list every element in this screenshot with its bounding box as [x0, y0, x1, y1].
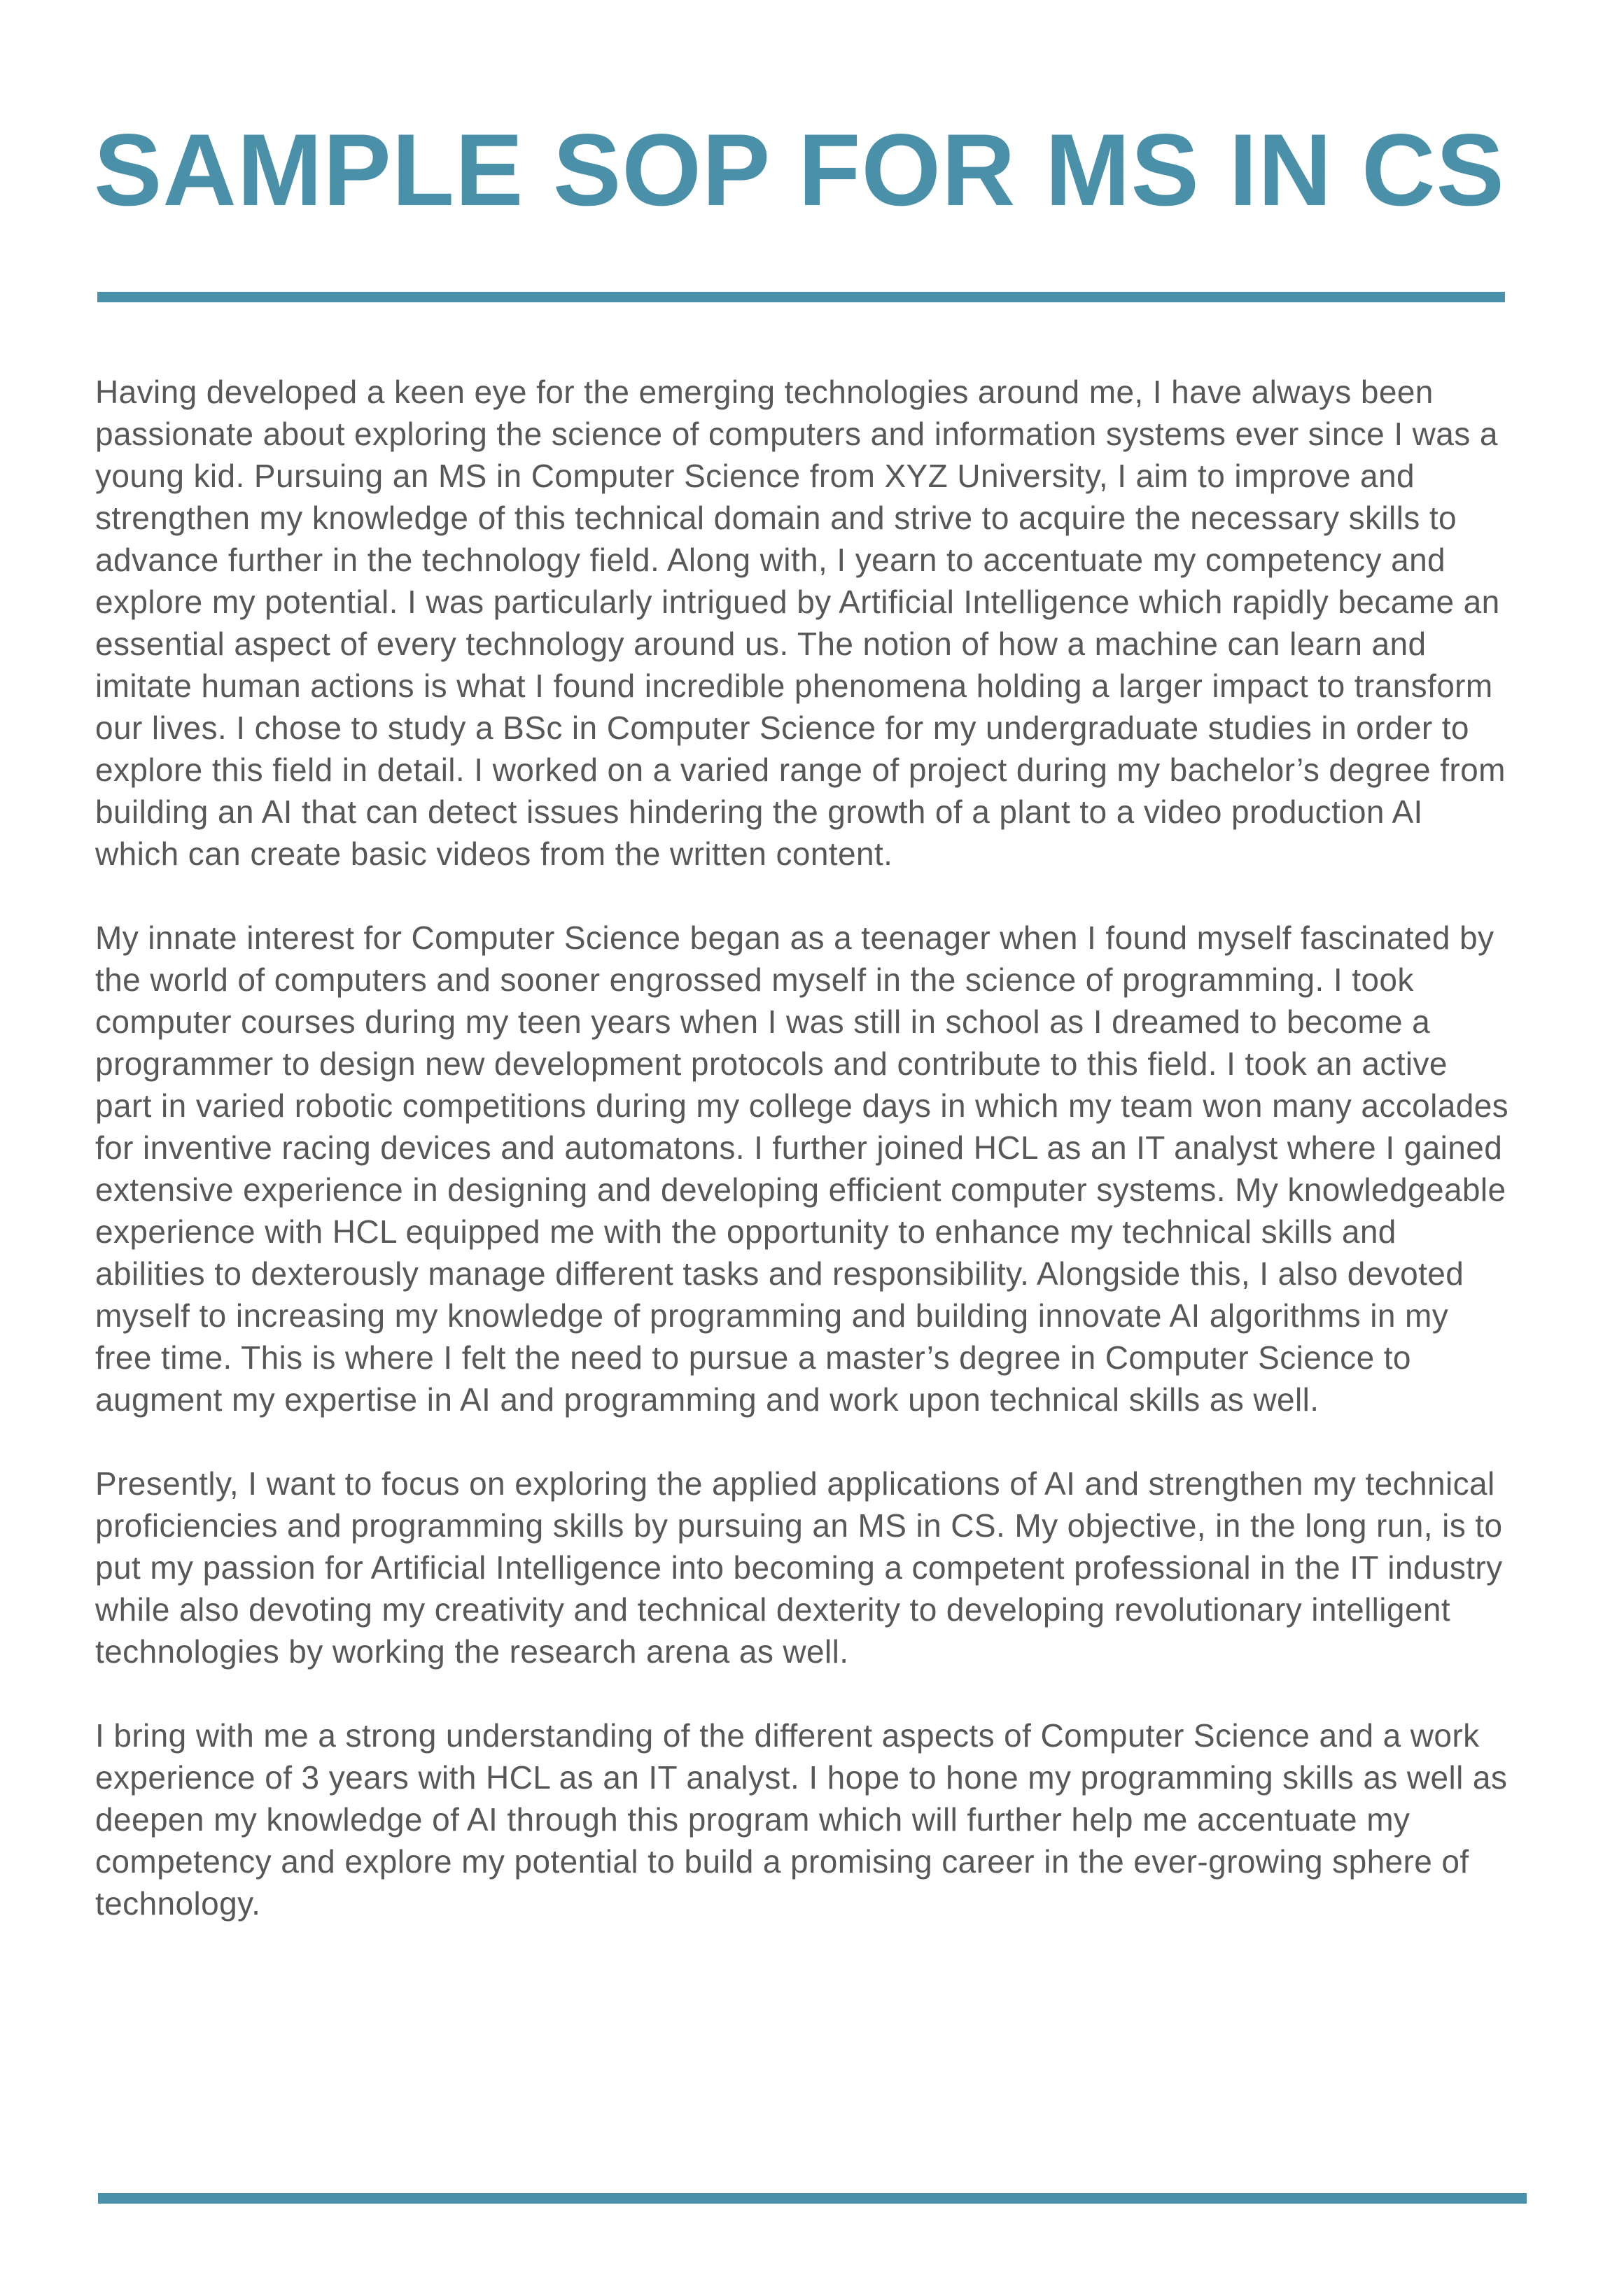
sop-paragraph-1: Having developed a keen eye for the emerging technologies around me, I have always been passionate about exploring the science of computers and information systems ever since I was a young kid. Pursuing an MS in Computer Science from XYZ University, I aim to improve and strengthen my knowledge of this technical domain and strive to acquire the necessary skills to advance further in the technology field. Along with, I yearn to accentuate my competency and explore my potential. I was particularly intrigued by Artificial Intelligence which rapidly became an essential aspect of every technology around us. The notion of how a machine can learn and imitate human actions is what I found incredible phenomena holding a larger impact to transform our lives. I chose to study a BSc in Computer Science for my undergraduate studies in order to explore this field in detail. I worked on a varied range of project during my bachelor’s degree from building an AI that can detect issues hindering the growth of a plant to a video production AI which can create basic videos from the written content.: [95, 374, 1506, 872]
sop-body: [95, 371, 1509, 1924]
sop-paragraph-2: My innate interest for Computer Science began as a teenager when I found myself fascinated by the world of computers and sooner engrossed myself in the science of programming. I took computer courses during my teen years when I was still in school as I dreamed to become a programmer to design new development protocols and contribute to this field. I took an active part in varied robotic competitions during my college days in which my team won many accolades for inventive racing devices and automatons. I further joined HCL as an IT analyst where I gained extensive experience in designing and developing efficient computer systems. My knowledgeable experience with HCL equipped me with the opportunity to enhance my technical skills and abilities to dexterously manage different tasks and responsibility. Alongside this, I also devoted myself to increasing my knowledge of programming and building innovate AI algorithms in my free time. This is where I felt the need to pursue a master’s degree in Computer Science to augment my expertise in AI and programming and work upon technical skills as well.: [95, 920, 1509, 1418]
page-title: SAMPLE SOP FOR MS IN CS: [94, 113, 1505, 227]
sop-paragraph-3: Presently, I want to focus on exploring the applied applications of AI and strengthen my technical proficiencies and programming skills by pursuing an MS in CS. My objective, in the long run, is to put my passion for Artificial Intelligence into becoming a competent professional in the IT industry while also devoting my creativity and technical dexterity to developing revolutionary intelligent technologies by working the research arena as well.: [95, 1465, 1503, 1670]
title-underline-rule: [97, 292, 1505, 302]
sop-paragraph-4: I bring with me a strong understanding of the different aspects of Computer Science and a work experience of 3 years with HCL as an IT analyst. I hope to hone my programming skills as well as deepen my knowledge of AI through this program which will further help me accentuate my competency and explore my potential to build a promising career in the ever-growing sphere of technology.: [95, 1717, 1508, 1922]
footer-bar: [98, 2193, 1527, 2204]
